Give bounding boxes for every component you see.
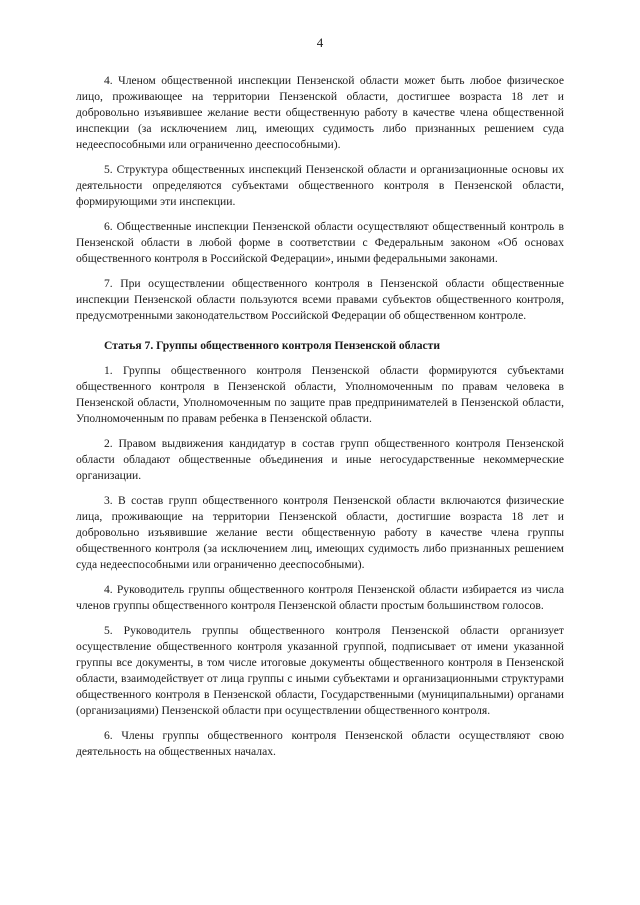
- article-7-heading: Статья 7. Группы общественного контроля Пензенской области: [104, 339, 441, 352]
- paragraph-6-4: 4. Членом общественной инспекции Пензенской области может быть любое физическое лицо, проживающее на территории Пензенской области, достигшее возраста 18 лет и добровольно изъявившее желание вести общественную работу в качестве члена общественной инспекции (за исключением лиц, имеющих судимость либо признанных решением суда недееспособными или ограниченно дееспособными).: [76, 74, 564, 151]
- paragraph-7-2: 2. Правом выдвижения кандидатур в состав групп общественного контроля Пензенской области обладают общественные объединения и иные негосударственные некоммерческие организации.: [76, 437, 564, 482]
- paragraph-7-3: 3. В состав групп общественного контроля Пензенской области включаются физические лица, проживающие на территории Пензенской области, достигшие возраста 18 лет и добровольно изъявившие желание вести общественную работу в качестве члена группы общественного контроля (за исключением лиц, имеющих судимость либо признанных решением суда недееспособными или ограниченно дееспособными).: [76, 494, 564, 571]
- page-number: 4: [316, 35, 324, 50]
- paragraph-7-1: 1. Группы общественного контроля Пензенской области формируются субъектами общественного контроля в Пензенской области, Уполномоченным по правам человека в Пензенской области, Уполномоченным по защите прав предпринимателей в Пензенской области, Уполномоченным по правам ребенка в Пензенской области.: [76, 364, 564, 425]
- paragraph-6-6: 6. Общественные инспекции Пензенской области осуществляют общественный контроль в Пензенской области в любой форме в соответствии с Федеральным законом «Об основах общественного контроля в Российской Федерации», иными федеральными законами.: [76, 220, 564, 265]
- paragraph-6-5: 5. Структура общественных инспекций Пензенской области и организационные основы их деятельности определяются субъектами общественного контроля в Пензенской области, формирующими эти инспекции.: [76, 163, 564, 208]
- paragraph-6-7: 7. При осуществлении общественного контроля в Пензенской области общественные инспекции Пензенской области пользуются всеми правами субъектов общественного контроля, предусмотренными законодательством Российской Федерации об общественном контроле.: [76, 277, 564, 322]
- paragraph-7-4: 4. Руководитель группы общественного контроля Пензенской области избирается из числа членов группы общественного контроля Пензенской области простым большинством голосов.: [76, 583, 564, 612]
- paragraph-7-6: 6. Члены группы общественного контроля Пензенской области осуществляют свою деятельность на общественных началах.: [76, 729, 564, 758]
- paragraph-7-5: 5. Руководитель группы общественного контроля Пензенской области организует осуществление общественного контроля указанной группой, подписывает от имени указанной группы все документы, в том числе итоговые документы общественного контроля в Пензенской области, взаимодействует от лица группы с иными субъектами и организационными структурами общественного контроля в Пензенской области, Государственными (муниципальными) органами (организациями) Пензенской области при осуществлении общественного контроля.: [76, 624, 564, 717]
- document-page: [76, 35, 564, 769]
